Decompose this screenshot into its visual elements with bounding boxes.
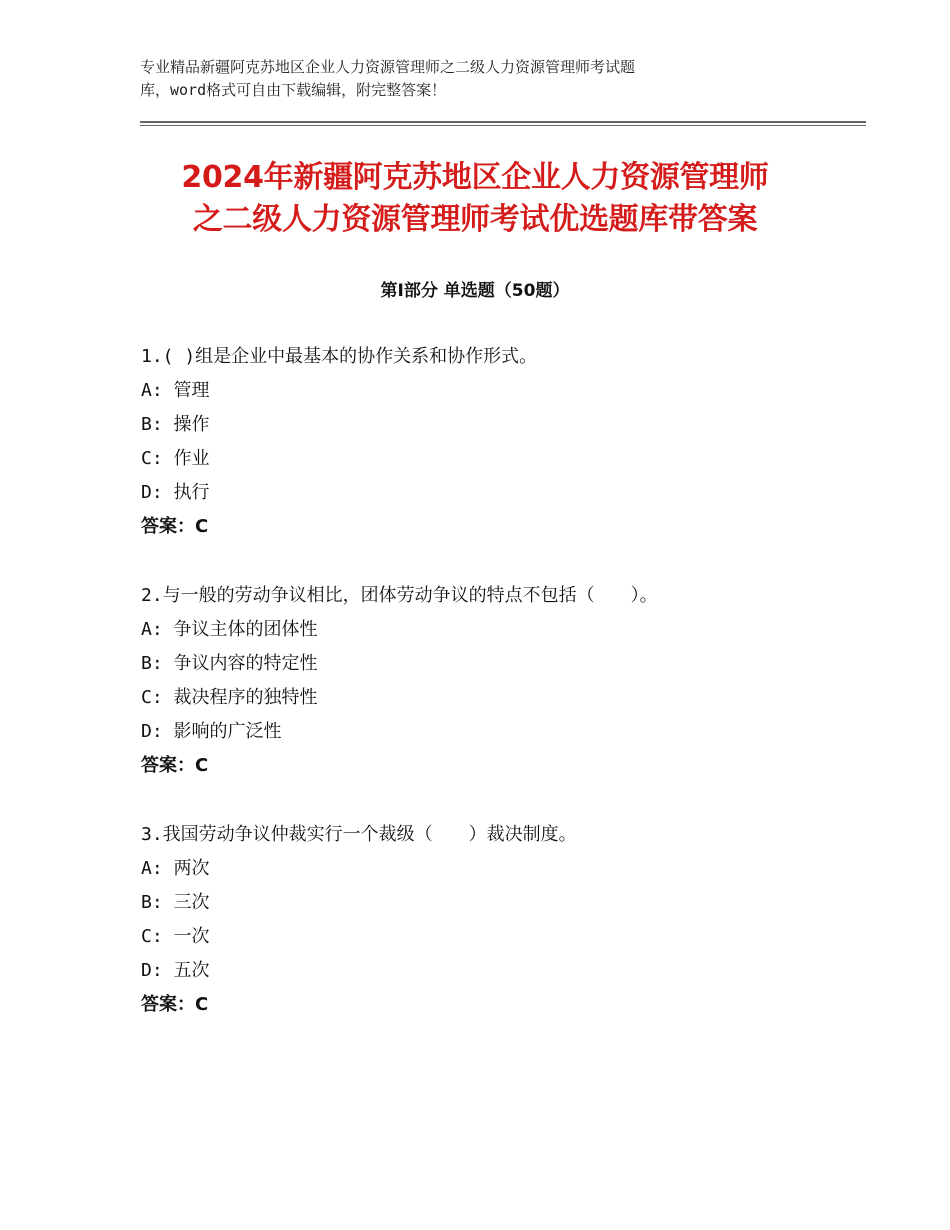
question-2 [141,579,841,783]
option-b: B: 操作 [141,414,210,435]
question-stem: 2.与一般的劳动争议相比，团体劳动争议的特点不包括（ ）。 [141,585,658,606]
option-c: C: 作业 [141,448,210,469]
answer-label: 答案：C [141,516,209,537]
section-title: 第Ⅰ部分 单选题（50题） [380,281,570,301]
question-3 [141,818,841,1022]
header-divider [140,121,866,126]
answer-label: 答案：C [141,994,209,1015]
question-stem: 3.我国劳动争议仲裁实行一个裁级（ ）裁决制度。 [141,824,577,845]
option-d: D: 五次 [141,960,210,981]
option-d: D: 影响的广泛性 [141,721,282,742]
document-title-line-2: 之二级人力资源管理师考试优选题库带答案 [192,202,758,237]
document-title [110,157,840,241]
option-a: A: 管理 [141,380,210,401]
option-a: A: 两次 [141,858,210,879]
header-note [140,56,780,102]
option-a: A: 争议主体的团体性 [141,619,318,640]
header-note-line-1: 专业精品新疆阿克苏地区企业人力资源管理师之二级人力资源管理师考试题 [140,58,636,76]
option-b: B: 争议内容的特定性 [141,653,318,674]
answer-label: 答案：C [141,755,209,776]
option-d: D: 执行 [141,482,210,503]
document-title-line-1: 2024年新疆阿克苏地区企业人力资源管理师 [181,160,769,195]
question-1 [141,340,841,544]
question-stem: 1.( )组是企业中最基本的协作关系和协作形式。 [141,346,538,367]
option-c: C: 裁决程序的独特性 [141,687,318,708]
option-c: C: 一次 [141,926,210,947]
header-note-line-2: 库，word格式可自由下载编辑，附完整答案！ [140,81,447,99]
option-b: B: 三次 [141,892,210,913]
